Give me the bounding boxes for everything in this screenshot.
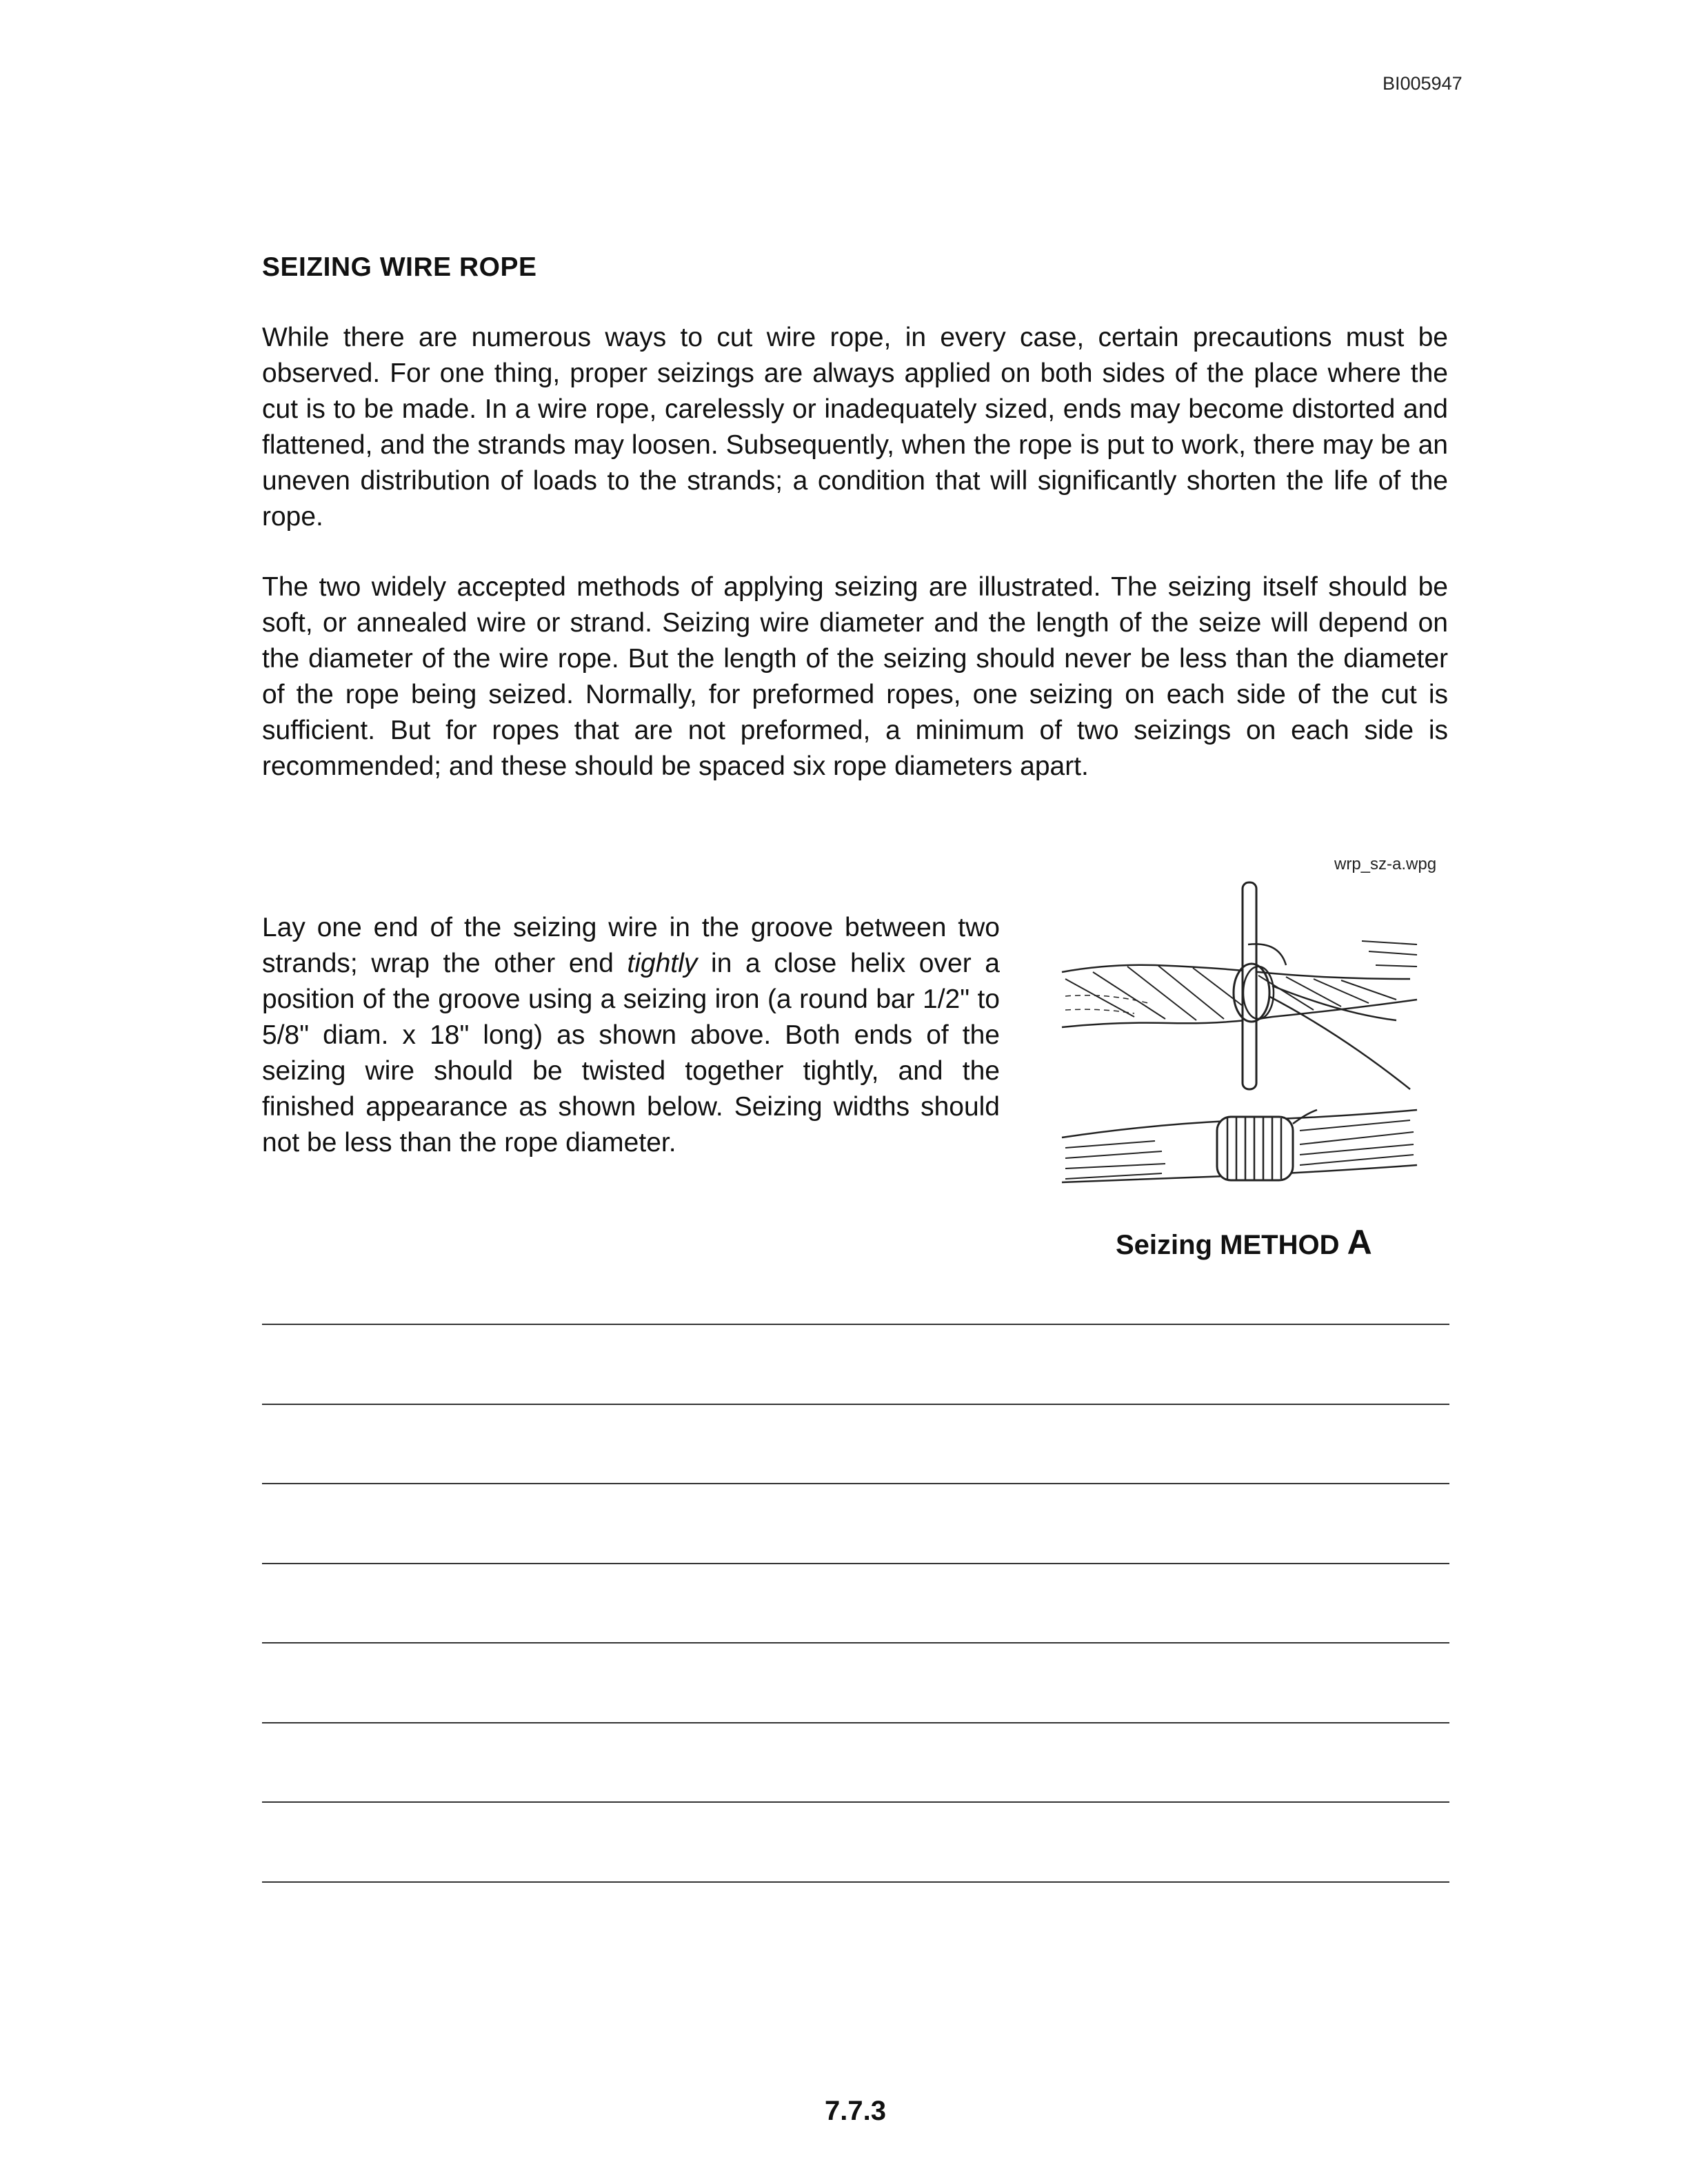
methods-paragraph: The two widely accepted methods of applying seizing are illustrated. The seizing itself should be soft, or annealed wire or strand. Seizing wire diameter and the length of the seize will depend on the diameter of the wire rope. But the length of the seizing should never be less than the diameter of the rope being seized. Normally, for preformed ropes, one seizing on each side of the cut is sufficient. But for ropes that are not preformed, a minimum of two seizings on each side is recommended; and these should be spaced six rope diameters apart.	[262, 572, 1448, 781]
note-line	[262, 1404, 1449, 1405]
rope-with-seizing-iron	[1062, 882, 1417, 1089]
section-heading: SEIZING WIRE ROPE	[262, 252, 537, 282]
note-line	[262, 1722, 1449, 1723]
note-line	[262, 1642, 1449, 1644]
finished-seizing-rope	[1062, 1110, 1417, 1182]
note-line	[262, 1881, 1449, 1883]
notes-lines	[262, 1324, 1449, 1961]
document-id: BI005947	[1383, 73, 1463, 94]
note-line	[262, 1324, 1449, 1325]
seizing-illustration	[1052, 876, 1451, 1206]
note-line	[262, 1801, 1449, 1803]
instructions-paragraph: Lay one end of the seizing wire in the groove between two strands; wrap the other end tightly in a close helix over a position of the groove using a seizing iron (a round bar 1/2" to 5/8" diam. x 18" long) as shown above. Both ends of the seizing wire should be twisted together tightly, and the finished appearance as shown below. Seizing widths should not be less than the rope diameter.	[262, 913, 1000, 1157]
note-line	[262, 1483, 1449, 1484]
figure-caption: Seizing METHOD A	[1116, 1223, 1372, 1262]
intro-paragraph: While there are numerous ways to cut wire rope, in every case, certain precautions must be observed. For one thing, proper seizings are always applied on both sides of the place where the cut is to be made. In a wire rope, carelessly or inadequately sized, ends may become distorted and flattened, and the strands may loosen. Subsequently, when the rope is put to work, there may be an uneven distribution of loads to the strands; a condition that will significantly shorten the life of the rope.	[262, 323, 1448, 532]
emphasis-text: tightly	[627, 949, 698, 978]
caption-letter: A	[1347, 1223, 1372, 1262]
figure-filename: wrp_sz-a.wpg	[1334, 855, 1437, 873]
note-line	[262, 1563, 1449, 1564]
page-number: 7.7.3	[825, 2096, 886, 2126]
